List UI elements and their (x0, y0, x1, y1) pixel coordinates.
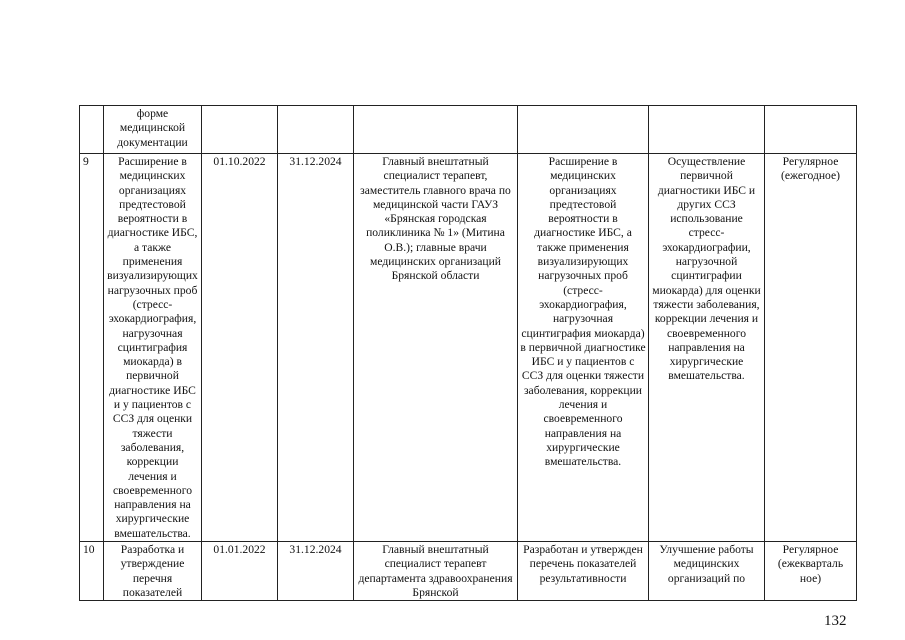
page-number: 132 (824, 613, 847, 629)
measure-name-cell: Расширение в медицинских организациях предтестовой вероятности в диагностике ИБС, а также применения визуализирующих нагрузочных проб (стресс-эхокардиография, нагрузочная сцинтиграфия миокарда) в первичной диагностике ИБС и у пациентов с ССЗ для оценки тяжести заболевания, коррекции лечения и своевременного направления на хирургические вмешательства. (104, 154, 202, 542)
result-cell: Расширение в медицинских организациях предтестовой вероятности в диагностике ИБС, а также применения визуализирующих нагрузочных проб (стресс-эхокардиография, нагрузочная сцинтиграфия миокарда) в первичной диагностике ИБС и у пациентов с ССЗ для оценки тяжести заболевания, коррекции лечения и своевременного направления на хирургические вмешательства. (518, 154, 649, 542)
row-number (80, 106, 104, 154)
table-row (80, 154, 857, 542)
end-date-cell: 31.12.2024 (278, 154, 354, 542)
result-cell: Разработан и утвержден перечень показателей результативности (518, 542, 649, 601)
frequency-cell: Регулярное (ежекварталь ное) (765, 542, 857, 601)
measures-table (79, 105, 857, 601)
start-date-cell: 01.10.2022 (202, 154, 278, 542)
start-date-cell: 01.01.2022 (202, 542, 278, 601)
indicator-cell: Улучшение работы медицинских организаций по (649, 542, 765, 601)
row-number: 9 (80, 154, 104, 542)
frequency-cell: Регулярное (ежегодное) (765, 154, 857, 542)
responsible-cell: Главный внештатный специалист терапевт, заместитель главного врача по медицинской части ГАУЗ «Брянская городская поликлиника № 1» (Митина О.В.); главные врачи медицинских организаций Брянской области (354, 154, 518, 542)
indicator-cell (649, 106, 765, 154)
start-date-cell (202, 106, 278, 154)
measure-name-cell: форме медицинской документации (104, 106, 202, 154)
responsible-cell (354, 106, 518, 154)
frequency-cell (765, 106, 857, 154)
row-number: 10 (80, 542, 104, 601)
responsible-cell: Главный внештатный специалист терапевт департамента здравоохранения Брянской (354, 542, 518, 601)
end-date-cell: 31.12.2024 (278, 542, 354, 601)
indicator-cell: Осуществление первичной диагностики ИБС и других ССЗ использование стресс-эхокардиографии, нагрузочной сцинтиграфии миокарда) для оценки тяжести заболевания, коррекции лечения и своевременного направления на хирургические вмешательства. (649, 154, 765, 542)
end-date-cell (278, 106, 354, 154)
measure-name-cell: Разработка и утверждение перечня показателей (104, 542, 202, 601)
table-row (80, 542, 857, 601)
table-row (80, 106, 857, 154)
result-cell (518, 106, 649, 154)
